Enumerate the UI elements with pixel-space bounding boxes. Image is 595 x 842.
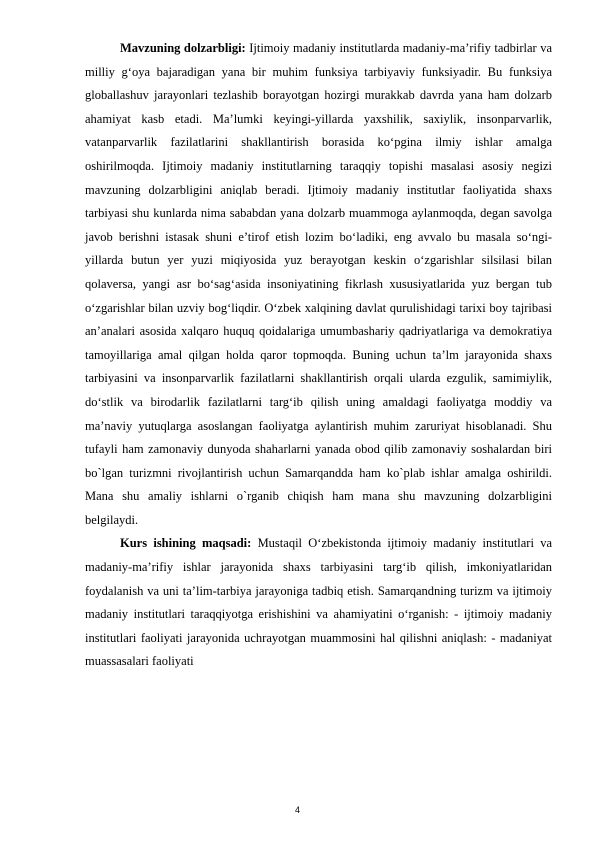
page-content — [85, 37, 552, 674]
page-number: 4 — [294, 805, 300, 815]
goal-text: Mustaqil O‘zbekistonda ijtimoiy madaniy institutlari va madaniy-ma’rifiy ishlar jarayonida shaxs tarbiyasini targ‘ib qilish, imkoniyatlaridan foydalanish va uni ta’lim-tarbiya jarayoniga tadbiq etish. Samarqandning turizm va ijtimoiy madaniy institutlari taraqqiyotga erishishini va ahamiyatini o‘rganish: - ijtimoiy madaniy institutlari faoliyati jarayonida uchrayotgan muammosini hal qilishni aniqlash: - madaniyat muassasalari faoliyati — [85, 536, 553, 669]
paragraph-relevance — [85, 37, 552, 532]
relevance-text: Ijtimoiy madaniy institutlarda madaniy-ma’rifiy tadbirlar va milliy g‘oya bajaradigan yana bir muhim funksiya tarbiyaviy funksiyadir. Bu funksiya globallashuv jarayonlari tezlashib borayotgan hozirgi murakkab davrda yana ham dolzarb ahamiyat kasb etadi. Ma’lumki keyingi-yillarda yaxshilik, saxiylik, insonparvarlik, vatanparvarlik fazilatlarini shakllantirish borasida ko‘pgina ilmiy ishlar amalga oshirilmoqda. Ijtimoiy madaniy institutlarning taraqqiy topishi masalasi asosiy negizi mavzuning dolzarbligini aniqlab beradi. Ijtimoiy madaniy institutlar faoliyatida shaxs tarbiyasi shu kunlarda nima sababdan yana dolzarb muammoga aylanmoqda, degan savolga javob berishni istasak shuni e’tirof etish lozim bo‘ladiki, eng avvalo bu masala so‘ngi-yillarda butun yer yuzi miqiyosida yuz berayotgan keskin o‘zgarishlar silsilasi bilan qolaversa, yangi asr bo‘sag‘asida insoniyatining fikrlash xususiyatlarida yuz bergan tub o‘zgarishlar bilan uzviy bog‘liqdir. O‘zbek xalqining davlat qurulishidagi tarixi boy tajribasi an’analari asosida xalqaro huquq qoidalariga umumbashariy qadriyatlariga va demokratiya tamoyillariga amal qilgan holda qaror topmoqda. Buning uchun ta’lm jarayonida shaxs tarbiyasini va insonparvarlik fazilatlarni shakllantirish orqali ularda ezgulik, samimiylik, do‘stlik va birodarlik fazilatlarni targ‘ib qilish uning amaldagi faoliyatga moddiy va ma’naviy yutuqlarga asoslangan faoliyatga aylantirish muhim zaruriyat hisoblanadi. Shu tufayli ham zamonaviy dunyoda shaharlarni yanada obod qilib zamonaviy soshalardan biri bo`lgan turizmni rivojlantirish uchun Samarqandda ham ko`plab ishlar amalga oshirildi. Mana shu amaliy ishlarni o`rganib chiqish ham mana shu mavzuning dolzarbligini belgilaydi. — [85, 41, 553, 527]
paragraph-goal — [85, 532, 552, 674]
goal-heading: Kurs ishining maqsadi: — [120, 536, 252, 551]
relevance-heading: Mavzuning dolzarbligi: — [120, 41, 246, 55]
